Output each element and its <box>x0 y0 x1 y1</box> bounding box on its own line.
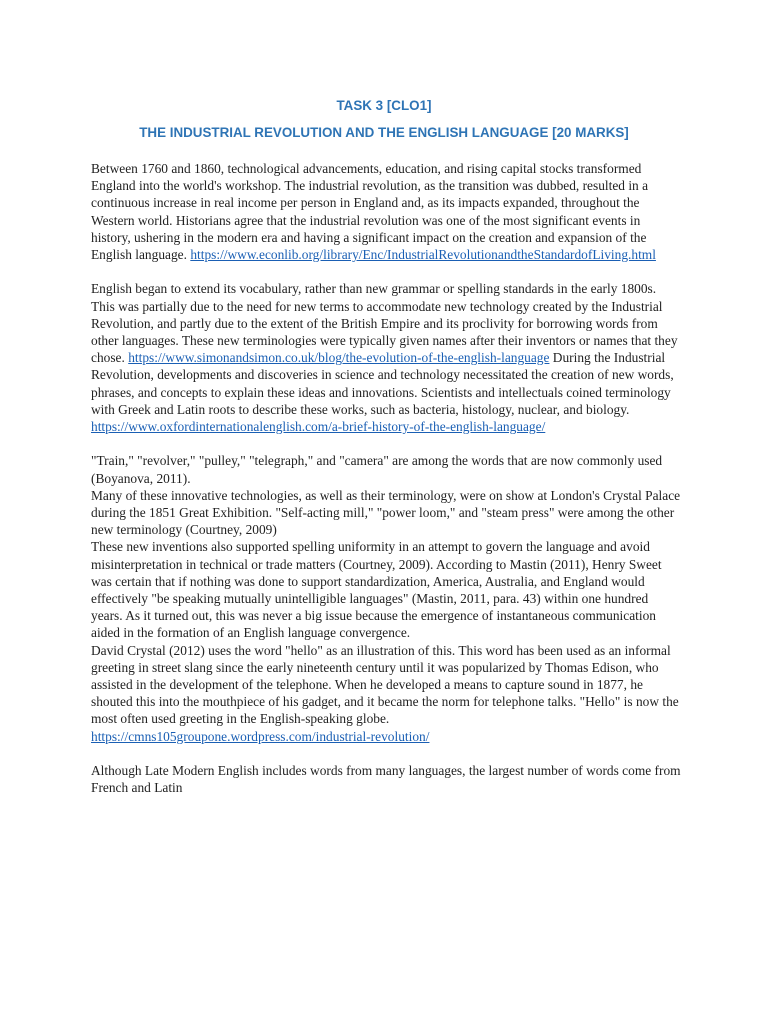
document-title: THE INDUSTRIAL REVOLUTION AND THE ENGLISH LANGUAGE [20 MARKS] <box>139 125 629 140</box>
document-body <box>91 160 681 796</box>
paragraph-1 <box>91 160 681 263</box>
paragraph-spacer <box>91 435 681 452</box>
paragraph-2 <box>91 280 681 435</box>
cmns105-link[interactable]: https://cmns105groupone.wordpress.com/industrial-revolution/ <box>91 728 430 744</box>
paragraph-6-text: David Crystal (2012) uses the word "hello" as an illustration of this. This word has been used as an informal greeting in street slang since the early nineteenth century until it was popularized by Thomas Edison, who assisted in the development of the telephone. When he developed a means to capture sound in 1877, he shouted this into the mouthpiece of his gadget, and it became the norm for telephone talks. "Hello" is now the most often used greeting in the English-speaking globe. <box>91 642 679 727</box>
paragraph-4: Many of these innovative technologies, as well as their terminology, were on show at London's Crystal Palace during the 1851 Great Exhibition. "Self-acting mill," "power loom," and "steam press" were among the other new terminology (Courtney, 2009) <box>91 487 681 538</box>
paragraph-spacer <box>91 745 681 762</box>
oxfordinternationalenglish-link[interactable]: https://www.oxfordinternationalenglish.com/a-brief-history-of-the-english-language/ <box>91 419 546 435</box>
simonandsimon-link[interactable]: https://www.simonandsimon.co.uk/blog/the-evolution-of-the-english-language <box>128 350 550 366</box>
paragraph-6 <box>91 642 681 745</box>
paragraph-1-text: Between 1760 and 1860, technological advancements, education, and rising capital stocks transformed England into the world's workshop. The industrial revolution, as the transition was dubbed, resulted in a continuous increase in real income per person in England and, as its impacts expanded, throughout the Western world. Historians agree that the industrial revolution was one of the most significant events in history, ushering in the modern era and having a significant impact on the creation and expansion of the English language. <box>91 161 649 263</box>
paragraph-3: "Train," "revolver," "pulley," "telegraph," and "camera" are among the words that are now commonly used (Boyanova, 2011). <box>91 453 663 486</box>
econlib-link[interactable]: https://www.econlib.org/library/Enc/IndustrialRevolutionandtheStandardofLiving.html <box>190 247 656 263</box>
paragraph-5: These new inventions also supported spelling uniformity in an attempt to govern the language and avoid misinterpretation in technical or trade matters (Courtney, 2009). According to Mastin (2011), Henry Sweet was certain that if nothing was done to support standardization, America, Australia, and England would effectively "be speaking mutually unintelligible languages" (Mastin, 2011, para. 43) within one hundred years. As it turned out, this was never a big issue because the emergence of instantaneous communication aided in the formation of an English language convergence. <box>91 539 662 641</box>
task-heading: TASK 3 [CLO1] <box>336 98 432 113</box>
paragraph-spacer <box>91 263 681 280</box>
paragraph-7: Although Late Modern English includes words from many languages, the largest number of words come from French and Latin <box>91 763 681 796</box>
paragraph-2-continued-text: During the Industrial Revolution, developments and discoveries in science and technology necessitated the creation of new words, phrases, and concepts to explain these ideas and innovations. Scientists and intellectuals coined terminology with Greek and Latin roots to describe these works, such as bacteria, histology, nuclear, and biology. <box>91 350 674 417</box>
paragraph-2-text: English began to extend its vocabulary, rather than new grammar or spelling standards in the early 1800s. This was partially due to the need for new terms to accommodate new technology created by the Industrial Revolution, and partly due to the extent of the British Empire and its proclivity for borrowing words from other languages. These new terminologies were typically given names after their inventors or names that they chose. <box>91 281 678 366</box>
